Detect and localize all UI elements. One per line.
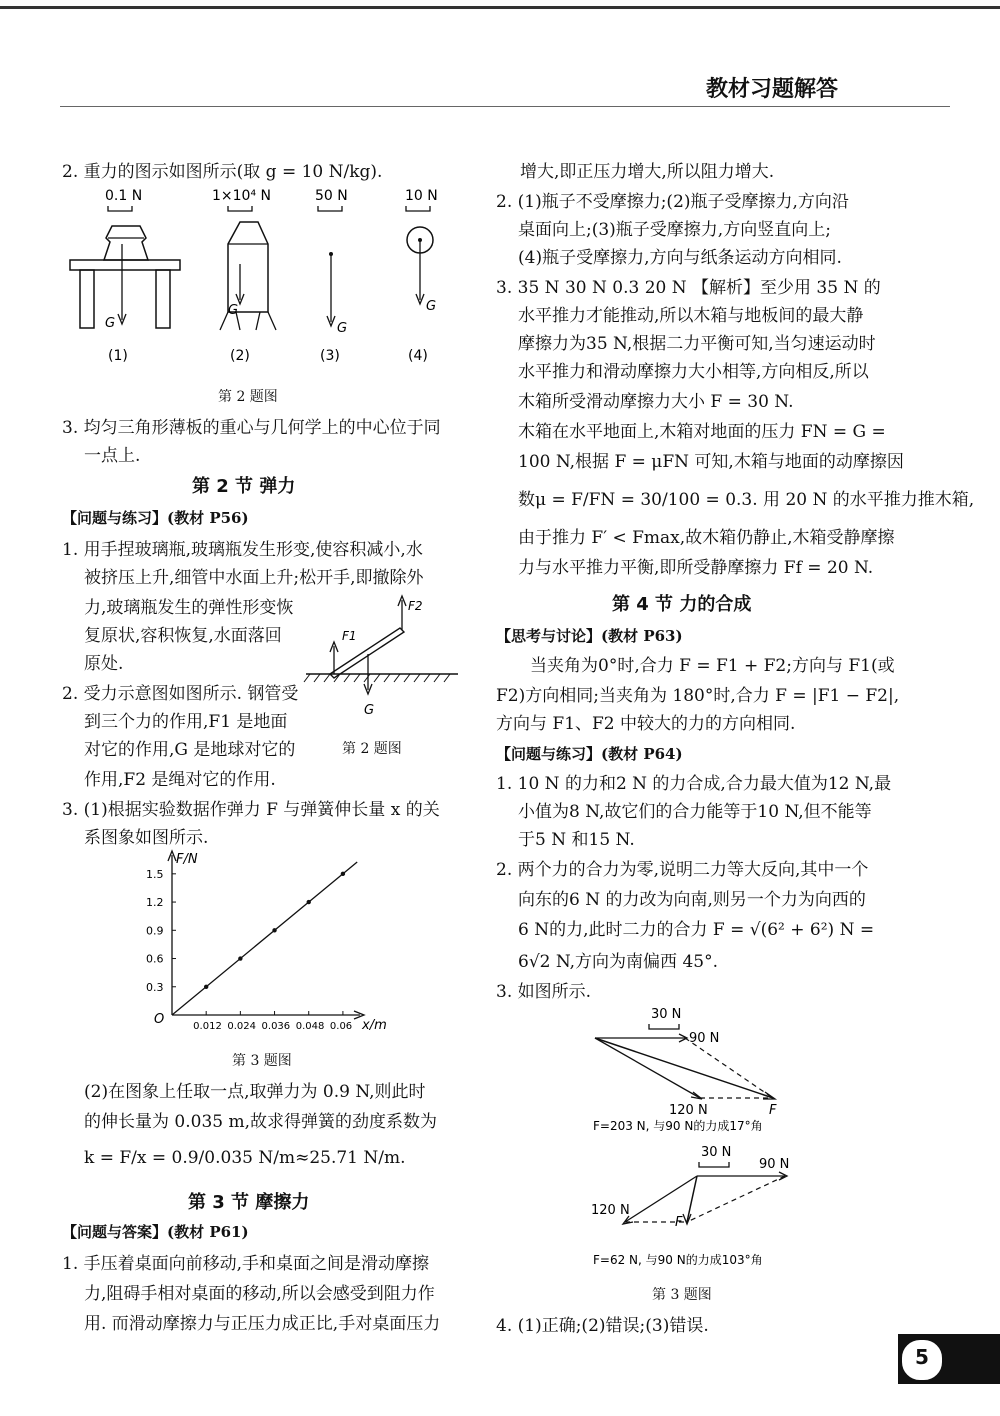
fig2-label-f2: F2 [408,599,423,613]
r-q3-a: 3. 35 N 30 N 0.3 20 N 【解析】至少用 35 N 的 [496,278,881,298]
section2-tag: 【问题与练习】(教材 P56) [62,509,249,527]
fig1-label-4: 10 N [405,188,438,204]
s2-q3-c: (2)在图象上任取一点,取弹力为 0.9 N,则此时 [84,1082,426,1102]
fig4a-note: F=203 N, 与90 N的力成17°角 [593,1119,763,1133]
s3-q1-b: 力,阻碍手相对桌面的移动,所以会感受到阻力作 [84,1284,435,1304]
q3-line-a: 3. 均匀三角形薄板的重心与几何学上的中心位于同 [62,418,441,438]
top-rule [0,6,1000,9]
r-q6-d: 6√2 N,方向为南偏西 45°. [518,952,718,972]
fig4a-scale: 30 N [651,1007,682,1022]
fig4a-F: F [769,1103,777,1118]
page-number: 5 [915,1345,929,1369]
r-q3-d: 水平推力和滑动摩擦力大小相等,方向相反,所以 [518,362,869,382]
r-q3-b: 水平推力才能推动,所以木箱与地板间的最大静 [518,306,864,326]
chart-ylabel: F/N [176,852,198,867]
s2-q3-b: 系图象如图所示. [84,828,209,848]
s2-q1-b: 被挤压上升,细管中水面上升;松开手,即撤除外 [84,568,424,588]
r-q4-a: 当夹角为0°时,合力 F = F1 + F2;方向与 F1(或 [530,656,895,676]
s2-q1-e: 原处. [84,654,124,674]
y-tick-label: 0.3 [146,980,164,994]
data-point [307,900,311,904]
s2-q2-b: 到三个力的作用,F1 是地面 [84,712,288,732]
header-title: 教材习题解答 [706,77,839,102]
r-q3-i: 由于推力 F′ < Fmax,故木箱仍静止,木箱受静摩擦 [518,528,895,548]
r-q2-a: 2. (1)瓶子不受摩擦力;(2)瓶子受摩擦力,方向沿 [496,192,849,212]
fig1-num-4: (4) [408,348,428,364]
r-q2-b: 桌面向上;(3)瓶子受摩擦力,方向竖直向上; [518,220,831,240]
s3-q1-c: 用. 而滑动摩擦力与正压力成正比,手对桌面压力 [84,1314,441,1334]
fig1-g-2: G [228,303,239,318]
r-q4-b: F2)方向相同;当夹角为 180°时,合力 F = |F1 − F2|, [496,686,900,706]
data-point [272,928,276,932]
r-q3-g: 100 N,根据 F = μFN 可知,木箱与地面的动摩擦因 [518,452,904,472]
fig1-label-1: 0.1 N [105,188,143,204]
s2-q3-e: k = F/x = 0.9/0.035 N/m≈25.71 N/m. [84,1148,406,1168]
fig1-g-4: G [426,299,437,314]
q3-line-b: 一点上. [84,446,141,466]
fig4b-F: F [675,1215,683,1230]
force-parallelogram-b [585,1140,815,1272]
fig1-label-3: 50 N [315,188,348,204]
data-point [341,872,345,876]
fig4b-90n: 90 N [759,1157,790,1172]
s2-q3-a: 3. (1)根据实验数据作弹力 F 与弹簧伸长量 x 的关 [62,800,440,820]
x-tick-label: 0.036 [261,1021,291,1032]
r-q5-c: 于5 N 和15 N. [518,830,635,850]
section4-tag1: 【思考与讨论】(教材 P63) [496,627,683,645]
chart-fit-line [172,862,357,1015]
data-point [204,985,208,989]
r-q8: 4. (1)正确;(2)错误;(3)错误. [496,1316,709,1336]
x-tick-label: 0.06 [329,1021,353,1032]
q2-text: 2. 重力的图示如图所示(取 g = 10 N/kg). [62,162,383,182]
r-q4-c: 方向与 F1、F2 中较大的力的方向相同. [496,714,796,734]
y-tick-label: 0.6 [146,952,164,966]
r-q3-h: 数μ = F/FN = 30/100 = 0.3. 用 20 N 的水平推力推木箱, [518,490,975,510]
fig2-label-g: G [364,703,375,718]
fig2-caption: 第 2 题图 [342,741,402,757]
fig2-label-f1: F1 [342,629,357,643]
section4-title: 第 4 节 力的合成 [612,594,752,615]
x-tick-label: 0.012 [193,1021,222,1032]
s2-q2-a: 2. 受力示意图如图所示. 钢管受 [62,684,299,704]
fig4a-90n: 90 N [689,1031,720,1046]
section4-tag2: 【问题与练习】(教材 P64) [496,745,683,763]
s2-q1-a: 1. 用手捏玻璃瓶,玻璃瓶发生形变,使容积减小,水 [62,540,423,560]
fig4b-120n: 120 N [591,1203,630,1218]
fig1-num-1: (1) [108,348,128,364]
r-q6-a: 2. 两个力的合力为零,说明二力等大反向,其中一个 [496,860,869,880]
section3-title: 第 3 节 摩擦力 [188,1192,310,1213]
r-q3-j: 力与水平推力平衡,即所受静摩擦力 Ff = 20 N. [518,558,874,578]
r-q5-a: 1. 10 N 的力和2 N 的力合成,合力最大值为12 N,最 [496,774,892,794]
y-tick-label: 1.5 [146,867,164,881]
fig4-caption: 第 3 题图 [652,1287,712,1303]
r-q3-f: 木箱在水平地面上,木箱对地面的压力 FN = G = [518,422,886,442]
fig4b-scale: 30 N [701,1145,732,1160]
s2-q1-c: 力,玻璃瓶发生的弹性形变恢 [84,598,294,618]
fig4a-120n: 120 N [669,1103,708,1118]
r-q6-c: 6 N的力,此时二力的合力 F = √(6² + 6²) N = [518,920,875,940]
fig1-num-3: (3) [320,348,340,364]
s2-q3-d: 的伸长量为 0.035 m,故求得弹簧的劲度系数为 [84,1112,437,1132]
s2-q2-d: 作用,F2 是绳对它的作用. [84,770,276,790]
s2-q1-d: 复原状,容积恢复,水面落回 [84,626,282,646]
pipe-force-figure [300,590,470,720]
fig1-g-3: G [337,321,348,336]
x-tick-label: 0.048 [295,1021,325,1032]
s2-q2-c: 对它的作用,G 是地球对它的 [84,740,296,760]
r-line-1: 增大,即正压力增大,所以阻力增大. [520,162,775,182]
fig1-caption: 第 2 题图 [218,389,278,405]
y-tick-label: 1.2 [146,896,164,910]
data-point [238,956,242,960]
r-q5-b: 小值为8 N,故它们的合力能等于10 N,但不能等 [518,802,872,822]
y-tick-label: 0.9 [146,924,164,938]
f-x-chart [130,845,400,1040]
chart-xlabel: x/m [362,1018,387,1033]
r-q3-e: 木箱所受滑动摩擦力大小 F = 30 N. [518,392,794,412]
r-q3-c: 摩擦力为35 N,根据二力平衡可知,当匀速运动时 [518,334,876,354]
s3-q1-a: 1. 手压着桌面向前移动,手和桌面之间是滑动摩擦 [62,1254,430,1274]
fig4b-note: F=62 N, 与90 N的力成103°角 [593,1253,763,1267]
r-q6-b: 向东的6 N 的力改为向南,则另一个力为向西的 [518,890,866,910]
x-tick-label: 0.024 [227,1021,257,1032]
r-q2-c: (4)瓶子受摩擦力,方向与纸条运动方向相同. [518,248,842,268]
r-q7: 3. 如图所示. [496,982,592,1002]
header-rule [60,106,950,107]
fig1-num-2: (2) [230,348,250,364]
fig3-caption: 第 3 题图 [232,1053,292,1069]
chart-origin: O [154,1012,165,1027]
section3-tag: 【问题与答案】(教材 P61) [62,1223,249,1241]
fig1-label-2: 1×10⁴ N [212,188,271,204]
gravity-figure [60,182,460,372]
force-parallelogram-a [585,1002,815,1134]
fig1-g-1: G [105,316,116,331]
section2-title: 第 2 节 弹力 [192,476,296,497]
